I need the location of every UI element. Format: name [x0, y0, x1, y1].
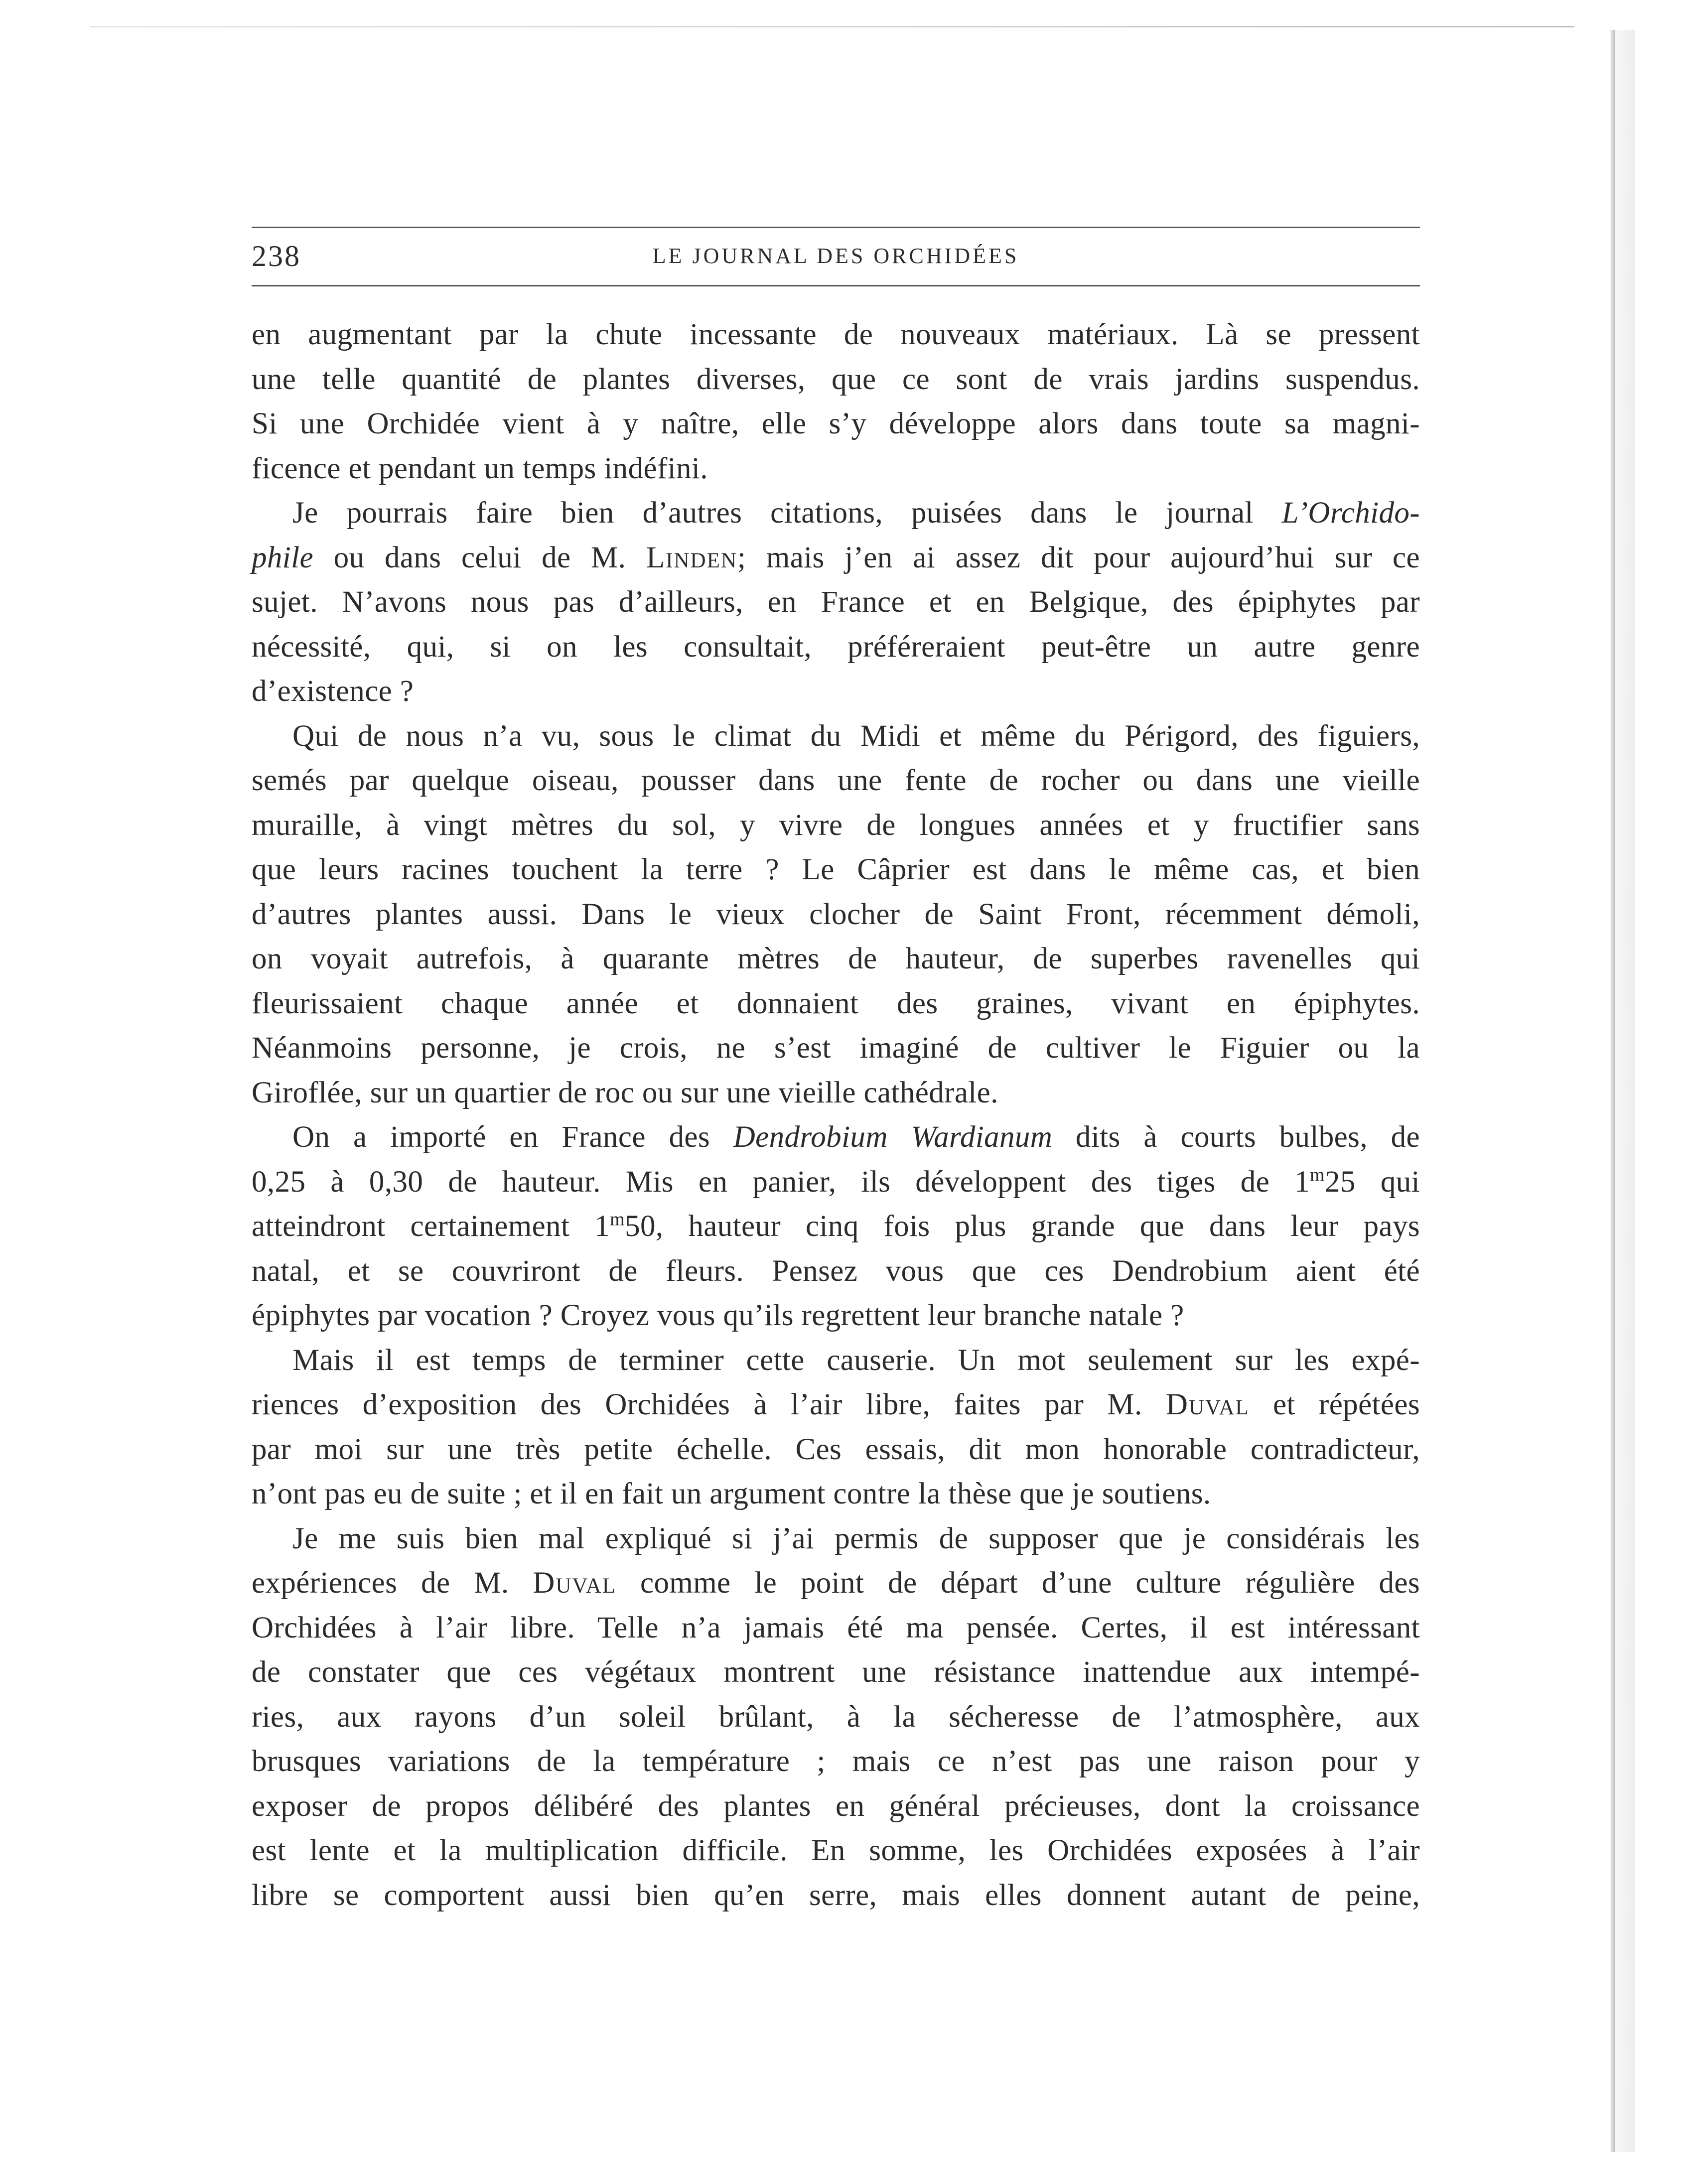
- text-line: [252, 1739, 1420, 1784]
- text-segment: sujet. N’avons nous pas d’ailleurs, en France et en Belgique, des épiphytes par: [252, 585, 1420, 619]
- superscript: m: [1310, 1164, 1325, 1186]
- text-segment: épiphytes par vocation ? Croyez vous qu’ils regrettent leur branche natale ?: [252, 1299, 1184, 1332]
- scan-edge-top: [90, 26, 1574, 27]
- text-line: [252, 937, 1420, 981]
- text-segment: ; mais j’en ai assez dit pour aujourd’hui sur ce: [737, 541, 1420, 574]
- text-segment: est lente et la multiplication difficile. En somme, les Orchidées exposées à l’air: [252, 1834, 1420, 1867]
- text-segment: atteindront certainement 1: [252, 1210, 610, 1243]
- text-segment: d’autres plantes aussi. Dans le vieux clocher de Saint Front, récemment démoli,: [252, 897, 1420, 931]
- text-segment: On a importé en France des: [292, 1120, 733, 1154]
- document-page: [252, 227, 1420, 1917]
- text-segment: et répétées: [1249, 1388, 1420, 1421]
- text-segment: de constater que ces végétaux montrent une résistance inattendue aux intempé-: [252, 1655, 1420, 1689]
- text-line: [252, 803, 1420, 848]
- text-line: [252, 1650, 1420, 1695]
- scan-edge-right: [1610, 30, 1615, 2152]
- superscript: m: [610, 1209, 625, 1230]
- text-line: [252, 1427, 1420, 1472]
- text-segment: nécessité, qui, si on les consultait, préféreraient peut-être un autre genre: [252, 630, 1420, 664]
- text-segment: natal, et se couvriront de fleurs. Pensez vous que ces Dendrobium aient été: [252, 1254, 1420, 1288]
- text-segment: libre se comportent aussi bien qu’en serre, mais elles donnent autant de peine,: [252, 1878, 1420, 1912]
- text-line: [252, 357, 1420, 402]
- text-segment: ficence et pendant un temps indéfini.: [252, 451, 708, 485]
- text-segment: Orchidées à l’air libre. Telle n’a jamais été ma pensée. Certes, il est intéressant: [252, 1611, 1420, 1644]
- text-line: [252, 312, 1420, 357]
- text-segment: ries, aux rayons d’un soleil brûlant, à la sécheresse de l’atmosphère, aux: [252, 1700, 1420, 1734]
- text-segment: en augmentant par la chute incessante de nouveaux matériaux. Là se pressent: [252, 318, 1420, 351]
- text-line: [252, 491, 1420, 536]
- text-line: [252, 446, 1420, 491]
- text-segment: Qui de nous n’a vu, sous le climat du Midi et même du Périgord, des figuiers,: [292, 719, 1420, 753]
- text-line: [252, 669, 1420, 714]
- text-line: [252, 1071, 1420, 1115]
- text-line: [252, 402, 1420, 446]
- body-text: [252, 312, 1420, 1917]
- text-segment: une telle quantité de plantes diverses, que ce sont de vrais jardins suspendus.: [252, 362, 1420, 396]
- text-segment: que leurs racines touchent la terre ? Le Câprier est dans le même cas, et bien: [252, 853, 1420, 886]
- text-segment: brusques variations de la température ; mais ce n’est pas une raison pour y: [252, 1745, 1420, 1778]
- text-line: [252, 1160, 1420, 1205]
- text-line: [252, 1382, 1420, 1427]
- text-segment: fleurissaient chaque année et donnaient des graines, vivant en épiphytes.: [252, 986, 1420, 1020]
- scan-shadow-right: [1615, 30, 1635, 2152]
- text-line: [252, 625, 1420, 670]
- text-segment: Néanmoins personne, je crois, ne s’est imaginé de cultiver le Figuier ou la: [252, 1031, 1420, 1065]
- text-line: [252, 1472, 1420, 1516]
- page-number: 238: [252, 240, 301, 273]
- italic-text: Dendrobium Wardianum: [733, 1120, 1053, 1154]
- text-line: [252, 714, 1420, 759]
- text-line: [252, 1873, 1420, 1918]
- text-segment: on voyait autrefois, à quarante mètres de hauteur, de superbes ravenelles qui: [252, 942, 1420, 975]
- text-line: [252, 1561, 1420, 1606]
- header-rule-top: [252, 227, 1420, 228]
- text-segment: Si une Orchidée vient à y naître, elle s’y développe alors dans toute sa magni-: [252, 407, 1420, 440]
- text-line: [252, 981, 1420, 1026]
- text-segment: exposer de propos délibéré des plantes en général précieuses, dont la croissance: [252, 1789, 1420, 1823]
- text-line: [252, 1784, 1420, 1829]
- text-segment: n’ont pas eu de suite ; et il en fait un argument contre la thèse que je soutiens.: [252, 1477, 1211, 1510]
- text-segment: expériences de M.: [252, 1566, 533, 1600]
- text-line: [252, 847, 1420, 892]
- text-segment: comme le point de départ d’une culture régulière des: [616, 1566, 1420, 1600]
- text-segment: 25 qui: [1324, 1165, 1420, 1199]
- text-segment: ou dans celui de M.: [313, 541, 646, 574]
- text-segment: 50, hauteur cinq fois plus grande que dans leur pays: [625, 1210, 1420, 1243]
- text-line: [252, 1695, 1420, 1740]
- text-segment: Giroflée, sur un quartier de roc ou sur une vieille cathédrale.: [252, 1076, 998, 1109]
- text-segment: d’existence ?: [252, 675, 414, 708]
- text-segment: dits à courts bulbes, de: [1052, 1120, 1420, 1154]
- text-segment: par moi sur une très petite échelle. Ces essais, dit mon honorable contradicteur,: [252, 1432, 1420, 1466]
- italic-text: phile: [252, 541, 313, 574]
- text-line: [252, 580, 1420, 625]
- text-segment: muraille, à vingt mètres du sol, y vivre de longues années et y fructifier sans: [252, 808, 1420, 842]
- text-line: [252, 1026, 1420, 1071]
- text-line: [252, 1338, 1420, 1383]
- journal-title: LE JOURNAL DES ORCHIDÉES: [652, 244, 1019, 268]
- text-line: [252, 1828, 1420, 1873]
- text-line: [252, 1293, 1420, 1338]
- small-caps-name: Linden: [646, 541, 737, 574]
- small-caps-name: Duval: [1165, 1388, 1250, 1421]
- text-segment: Je me suis bien mal expliqué si j’ai permis de supposer que je considérais les: [292, 1521, 1420, 1555]
- running-head: [252, 239, 1420, 275]
- text-segment: Mais il est temps de terminer cette causerie. Un mot seulement sur les expé-: [292, 1343, 1420, 1377]
- text-segment: riences d’exposition des Orchidées à l’air libre, faites par M.: [252, 1388, 1166, 1421]
- text-line: [252, 536, 1420, 580]
- italic-text: L’Orchido-: [1281, 496, 1420, 530]
- text-line: [252, 1606, 1420, 1650]
- text-line: [252, 1516, 1420, 1561]
- text-line: [252, 1115, 1420, 1160]
- small-caps-name: Duval: [533, 1566, 617, 1600]
- header-rule-bottom: [252, 285, 1420, 286]
- text-line: [252, 1204, 1420, 1249]
- text-line: [252, 758, 1420, 803]
- text-segment: Je pourrais faire bien d’autres citations, puisées dans le journal: [292, 496, 1282, 530]
- text-segment: 0,25 à 0,30 de hauteur. Mis en panier, ils développent des tiges de 1: [252, 1165, 1310, 1199]
- text-line: [252, 1249, 1420, 1294]
- text-line: [252, 892, 1420, 937]
- text-segment: semés par quelque oiseau, pousser dans une fente de rocher ou dans une vieille: [252, 764, 1420, 797]
